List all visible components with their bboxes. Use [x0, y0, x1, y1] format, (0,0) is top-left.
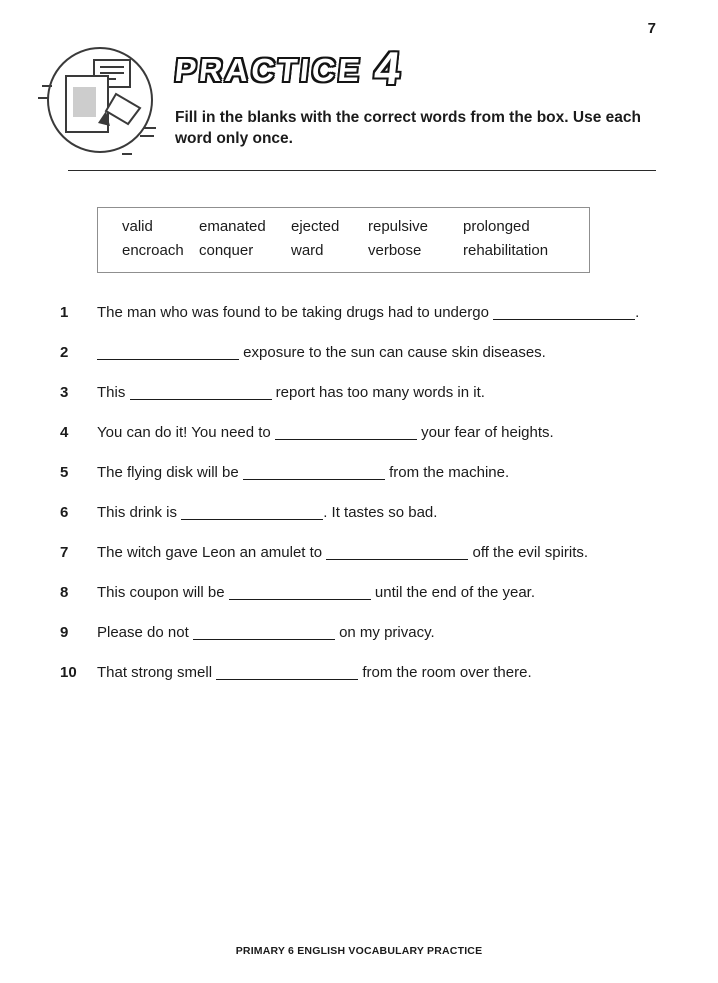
- practice-title-number: 4: [371, 42, 403, 94]
- page-number: 7: [647, 20, 656, 37]
- question-number: 5: [60, 464, 69, 481]
- question-row: [60, 462, 680, 502]
- word-bank-item: encroach: [122, 242, 184, 259]
- question-row: [60, 382, 680, 422]
- question-after-text: on my privacy.: [334, 624, 435, 641]
- question-row: [60, 342, 680, 382]
- question-number: 10: [60, 664, 77, 681]
- word-bank-item: repulsive: [368, 218, 429, 235]
- question-text: [97, 302, 639, 323]
- word-bank-item: ejected: [291, 218, 340, 235]
- question-number: 4: [60, 424, 69, 441]
- footer-text: PRIMARY 6 ENGLISH VOCABULARY PRACTICE: [235, 945, 483, 957]
- question-before-text: The flying disk will be: [97, 464, 243, 481]
- question-text: [97, 542, 588, 563]
- question-text: [97, 422, 554, 443]
- question-after-text: . It tastes so bad.: [323, 504, 438, 521]
- question-row: [60, 542, 680, 582]
- answer-blank[interactable]: [97, 349, 239, 360]
- question-text: [97, 382, 485, 403]
- practice-title: [172, 42, 403, 94]
- question-number: 6: [60, 504, 69, 521]
- question-before-text: Please do not: [97, 624, 193, 641]
- question-row: [60, 662, 680, 702]
- question-after-text: exposure to the sun can cause skin diseases.: [239, 344, 546, 361]
- word-bank-item: emanated: [199, 218, 266, 235]
- question-row: [60, 502, 680, 542]
- question-number: 8: [60, 584, 69, 601]
- word-bank-item: valid: [122, 218, 153, 235]
- answer-blank[interactable]: [275, 429, 417, 440]
- question-before-text: This: [97, 384, 130, 401]
- word-bank-item: rehabilitation: [463, 242, 549, 259]
- questions-list: [60, 302, 680, 702]
- question-text: [97, 462, 509, 483]
- question-before-text: That strong smell: [97, 664, 217, 681]
- question-after-text: off the evil spirits.: [468, 544, 589, 561]
- question-text: [97, 502, 437, 523]
- word-bank-box: [97, 207, 590, 273]
- answer-blank[interactable]: [130, 389, 272, 400]
- question-row: [60, 422, 680, 462]
- question-text: [97, 342, 546, 363]
- question-text: [97, 662, 532, 683]
- word-bank-item: prolonged: [463, 218, 530, 235]
- answer-blank[interactable]: [181, 509, 323, 520]
- question-number: 7: [60, 544, 69, 561]
- question-number: 1: [60, 304, 69, 321]
- question-before-text: You can do it! You need to: [97, 424, 275, 441]
- practice-doodle-icon: [36, 40, 162, 166]
- question-text: [97, 582, 535, 603]
- header-divider: [68, 170, 656, 171]
- question-number: 3: [60, 384, 69, 401]
- question-number: 2: [60, 344, 69, 361]
- question-before-text: This coupon will be: [97, 584, 229, 601]
- question-after-text: from the machine.: [384, 464, 510, 481]
- answer-blank[interactable]: [229, 589, 371, 600]
- word-bank-item: verbose: [368, 242, 422, 259]
- answer-blank[interactable]: [193, 629, 335, 640]
- answer-blank[interactable]: [216, 669, 358, 680]
- answer-blank[interactable]: [493, 309, 635, 320]
- instructions-text: Fill in the blanks with the correct words from the box. Use each word only once.: [175, 109, 641, 147]
- question-row: [60, 582, 680, 622]
- word-bank-item: ward: [291, 242, 324, 259]
- question-after-text: report has too many words in it.: [271, 384, 485, 401]
- question-after-text: .: [635, 304, 640, 321]
- question-before-text: The witch gave Leon an amulet to: [97, 544, 327, 561]
- question-before-text: This drink is: [97, 504, 182, 521]
- question-text: [97, 622, 435, 643]
- question-number: 9: [60, 624, 69, 641]
- question-row: [60, 302, 680, 342]
- answer-blank[interactable]: [243, 469, 385, 480]
- question-before-text: The man who was found to be taking drugs had to undergo: [97, 304, 494, 321]
- question-after-text: your fear of heights.: [416, 424, 554, 441]
- question-after-text: from the room over there.: [358, 664, 532, 681]
- answer-blank[interactable]: [326, 549, 468, 560]
- question-row: [60, 622, 680, 662]
- word-bank-item: conquer: [199, 242, 254, 259]
- question-after-text: until the end of the year.: [370, 584, 536, 601]
- practice-title-word: PRACTICE: [172, 52, 365, 89]
